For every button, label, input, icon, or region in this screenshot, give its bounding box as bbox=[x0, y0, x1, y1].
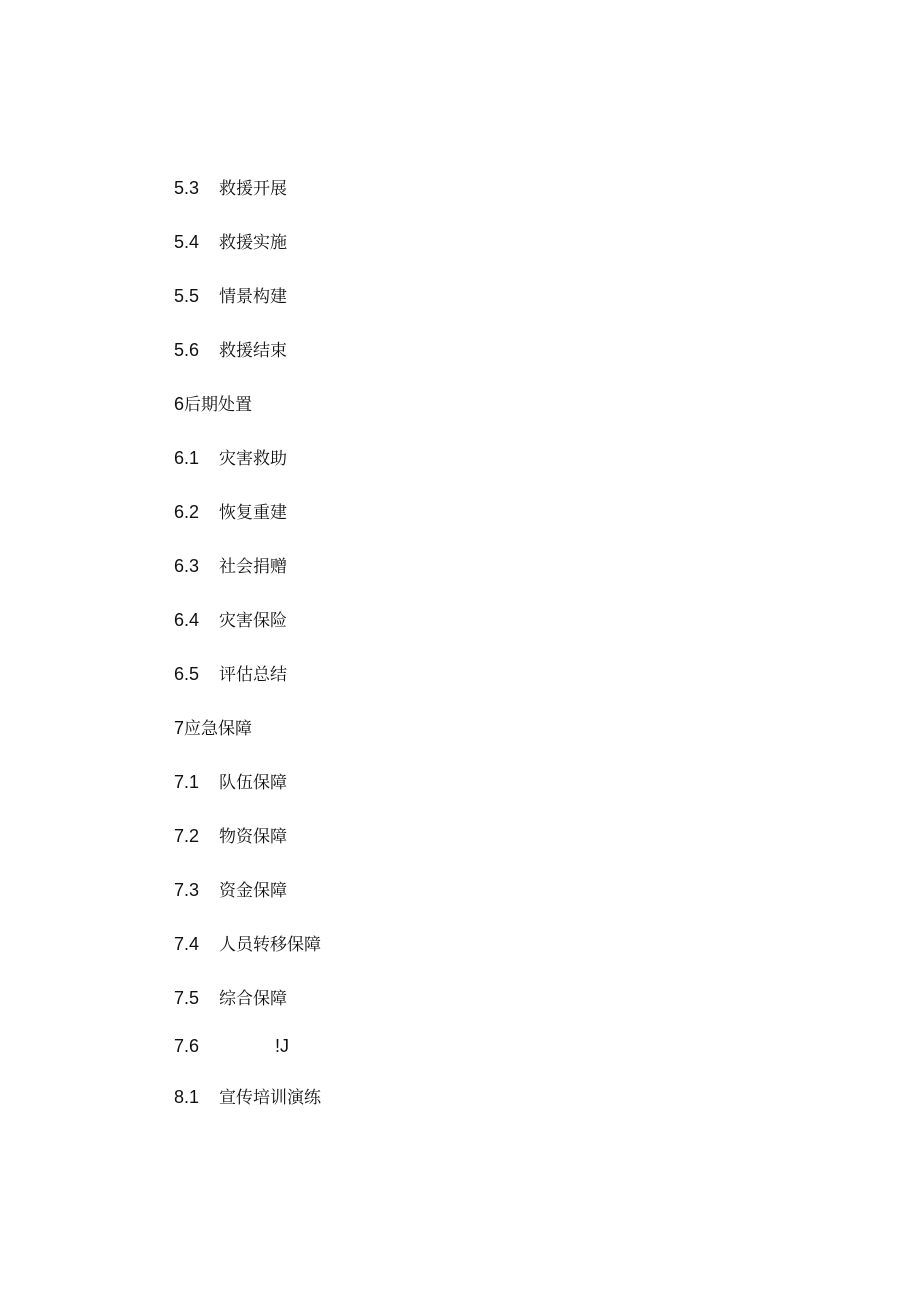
toc-entry-title: 评估总结 bbox=[219, 665, 287, 685]
toc-entry bbox=[174, 446, 287, 470]
toc-entry-title: 物资保障 bbox=[219, 827, 287, 847]
toc-entry-title: 宣传培训演练 bbox=[219, 1088, 321, 1108]
toc-entry-number: 7.6 bbox=[174, 1036, 200, 1056]
toc-entry bbox=[174, 554, 287, 578]
toc-entry-title: 灾害救助 bbox=[219, 449, 287, 469]
toc-entry-number: 7.4 bbox=[174, 934, 200, 954]
toc-entry-number: 7.2 bbox=[174, 826, 200, 846]
toc-entry bbox=[174, 500, 287, 524]
toc-entry-number: 7.5 bbox=[174, 988, 200, 1008]
toc-entry bbox=[174, 1085, 321, 1109]
toc-entry-title: 救援开展 bbox=[219, 179, 287, 199]
toc-entry bbox=[174, 878, 287, 902]
toc-entry bbox=[174, 608, 287, 632]
toc-entry-title: 资金保障 bbox=[219, 881, 287, 901]
toc-entry bbox=[174, 338, 287, 362]
toc-entry-number: 5.5 bbox=[174, 286, 200, 306]
toc-entry-title: 后期处置 bbox=[184, 395, 253, 415]
toc-entry-number: 5.6 bbox=[174, 340, 200, 360]
toc-entry-title: 应急保障 bbox=[184, 719, 253, 739]
toc-entry-title: 情景构建 bbox=[219, 287, 287, 307]
toc-entry bbox=[174, 1034, 289, 1058]
toc-entry bbox=[174, 230, 287, 254]
toc-entry bbox=[174, 176, 287, 200]
toc-entry bbox=[174, 770, 287, 794]
toc-entry-number: 7.3 bbox=[174, 880, 200, 900]
toc-entry bbox=[174, 986, 287, 1010]
toc-entry-number: 7 bbox=[174, 718, 185, 738]
toc-entry-title: 人员转移保障 bbox=[219, 935, 321, 955]
toc-entry-title: !J bbox=[275, 1036, 290, 1056]
toc-entry bbox=[174, 284, 287, 308]
toc-entry-title: 队伍保障 bbox=[219, 773, 287, 793]
toc-entry-number: 6.4 bbox=[174, 610, 200, 630]
toc-entry-number: 7.1 bbox=[174, 772, 200, 792]
toc-entry-number: 5.3 bbox=[174, 178, 200, 198]
toc-entry-title: 救援结束 bbox=[219, 341, 287, 361]
toc-entry-number: 6.1 bbox=[174, 448, 200, 468]
toc-entry-number: 6 bbox=[174, 394, 185, 414]
toc-entry-title: 社会捐赠 bbox=[219, 557, 287, 577]
toc-entry bbox=[174, 662, 287, 686]
toc-entry-number: 5.4 bbox=[174, 232, 200, 252]
toc-entry-number: 6.5 bbox=[174, 664, 200, 684]
toc-entry-title: 灾害保险 bbox=[219, 611, 287, 631]
toc-entry-title: 救援实施 bbox=[219, 233, 287, 253]
toc-section-heading bbox=[174, 392, 252, 416]
toc-section-heading bbox=[174, 716, 252, 740]
toc-entry-title: 综合保障 bbox=[219, 989, 287, 1009]
toc-entry bbox=[174, 932, 321, 956]
toc-entry-number: 8.1 bbox=[174, 1087, 200, 1107]
toc-entry-number: 6.2 bbox=[174, 502, 200, 522]
toc-entry-number: 6.3 bbox=[174, 556, 200, 576]
toc-entry bbox=[174, 824, 287, 848]
toc-entry-title: 恢复重建 bbox=[219, 503, 287, 523]
